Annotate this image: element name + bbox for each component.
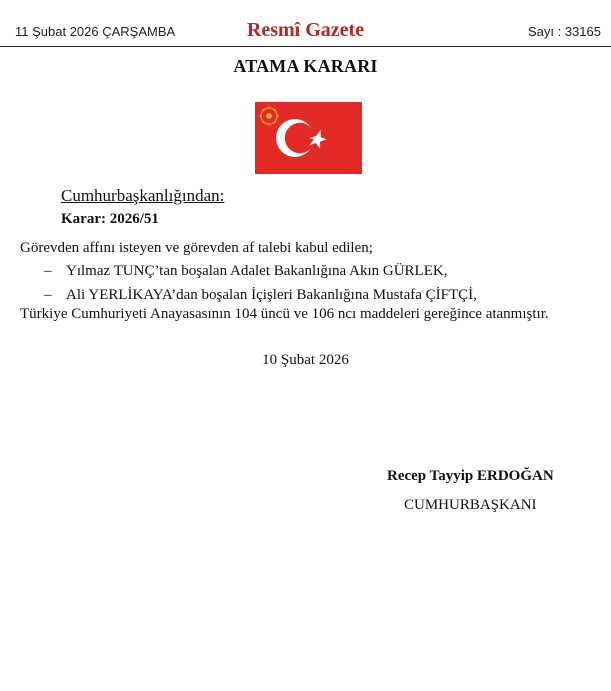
list-item-text: Ali YERLİKAYA’dan boşalan İçişleri Bakanlığına Mustafa ÇİFTÇİ, [66,287,477,303]
list-dash: – [44,263,52,279]
closing-paragraph: Türkiye Cumhuriyeti Anayasasının 104 üncü ve 106 ncı maddeleri gereğince atanmıştır. [20,306,549,322]
header-date: 11 Şubat 2026 ÇARŞAMBA [15,24,176,39]
issue-number: Sayı : 33165 [528,24,601,39]
intro-paragraph: Görevden affını isteyen ve görevden af talebi kabul edilen; [20,240,373,256]
list-item [44,287,477,304]
signatory-title: CUMHURBAŞKANI [404,497,537,513]
gazette-title: Resmî Gazete [246,19,365,41]
document-title: ATAMA KARARI [233,56,378,76]
decision-number: Karar: 2026/51 [61,211,159,227]
signatory-name: Recep Tayyip ERDOĞAN [387,468,554,484]
list-item-text: Yılmaz TUNÇ’tan boşalan Adalet Bakanlığına Akın GÜRLEK, [66,263,448,279]
issuer-heading: Cumhurbaşkanlığından: [61,186,225,205]
list-item [44,263,447,280]
signing-date: 10 Şubat 2026 [262,352,349,368]
turkish-flag-icon [255,102,362,174]
gazette-header [0,0,611,47]
list-dash: – [44,287,52,303]
